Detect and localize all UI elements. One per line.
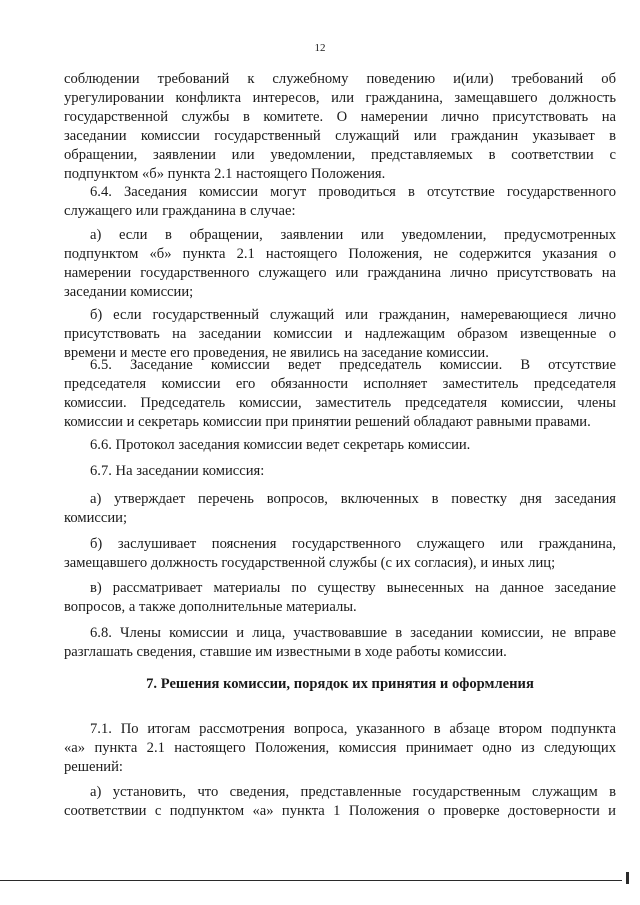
paragraph-6-7-v xyxy=(64,579,616,617)
text-line: разглашать сведения, ставшие им известными в ходе работы комиссии. xyxy=(64,644,507,660)
paragraph-continuation xyxy=(64,70,616,184)
section-heading: 7. Решения комиссии, порядок их принятия и оформления xyxy=(146,676,534,692)
text-line: б) если государственный служащий или гражданин, намеревающиеся лично xyxy=(90,307,616,323)
text-line: комиссии и секретарь комиссии при принятии решений обладают равными правами. xyxy=(64,414,591,430)
paragraph-6-8 xyxy=(64,624,616,662)
text-line: комиссии; xyxy=(64,510,128,526)
scan-bottom-line xyxy=(0,880,622,881)
text-line: служащего или гражданина в случае: xyxy=(64,203,296,219)
scan-edge-mark xyxy=(626,872,629,884)
paragraph-7-1 xyxy=(64,720,616,777)
text-line: 6.4. Заседания комиссии могут проводиться в отсутствие государственного xyxy=(90,184,616,200)
text-line: государственной службы в комитете. О намерении лично присутствовать на xyxy=(64,109,616,125)
paragraph-6-4 xyxy=(64,183,616,221)
paragraph-6-5 xyxy=(64,356,616,432)
text-line: комиссии. Председатель комиссии, заместитель председателя комиссии, члены xyxy=(64,395,616,411)
text-line: б) заслушивает пояснения государственного служащего или гражданина, xyxy=(90,536,616,552)
page-number: 12 xyxy=(314,42,326,54)
text-line: председателя комиссии его обязанности исполняет заместитель председателя xyxy=(64,376,616,392)
text-line: а) установить, что сведения, представленные государственным служащим в xyxy=(90,784,616,800)
text-line: подпунктом «б» пункта 2.1 настоящего Положения, не содержится указания о xyxy=(64,246,616,262)
text-line: урегулировании конфликта интересов, или гражданина, замещавшего должность xyxy=(64,90,616,106)
text-line: решений: xyxy=(64,759,123,775)
text-line: соблюдении требований к служебному поведению и(или) требований об xyxy=(64,71,616,87)
text-line: в) рассматривает материалы по существу вынесенных на данное заседание xyxy=(90,580,616,596)
text-line: 6.6. Протокол заседания комиссии ведет секретарь комиссии. xyxy=(90,437,471,453)
text-line: подпунктом «б» пункта 2.1 настоящего Положения. xyxy=(64,166,386,182)
text-line: заседании комиссии; xyxy=(64,284,194,300)
paragraph-6-4-a xyxy=(64,226,616,302)
text-line: вопросов, а также дополнительные материалы. xyxy=(64,599,357,615)
text-line: заседании комиссии государственный служащий или гражданин указывает в xyxy=(64,128,616,144)
paragraph-6-6 xyxy=(64,436,616,455)
paragraph-6-7 xyxy=(64,462,616,481)
paragraph-7-1-a xyxy=(64,783,616,821)
text-line: намерении государственного служащего или гражданина лично присутствовать на xyxy=(64,265,616,281)
text-line: замещавшего должность государственной службы (с их согласия), и иных лиц; xyxy=(64,555,556,571)
text-line: обращении, заявлении или уведомлении, представляемых в соответствии с xyxy=(64,147,616,163)
paragraph-6-4-b xyxy=(64,306,616,363)
text-line: присутствовать на заседании комиссии и надлежащим образом извещенные о xyxy=(64,326,616,342)
text-line: а) утверждает перечень вопросов, включенных в повестку дня заседания xyxy=(90,491,616,507)
paragraph-6-7-b xyxy=(64,535,616,573)
paragraph-6-7-a xyxy=(64,490,616,528)
text-line: времени и месте его проведения, не явились на заседание комиссии. xyxy=(64,345,489,361)
text-line: 6.5. Заседание комиссии ведет председатель комиссии. В отсутствие xyxy=(90,357,616,373)
text-line: 7.1. По итогам рассмотрения вопроса, указанного в абзаце втором подпункта xyxy=(90,721,616,737)
text-line: «а» пункта 2.1 настоящего Положения, комиссия принимает одно из следующих xyxy=(64,740,616,756)
text-line: соответствии с подпунктом «а» пункта 1 Положения о проверке достоверности и xyxy=(64,803,616,819)
text-line: 6.7. На заседании комиссия: xyxy=(90,463,265,479)
text-line: а) если в обращении, заявлении или уведомлении, предусмотренных xyxy=(90,227,616,243)
text-line: 6.8. Члены комиссии и лица, участвовавшие в заседании комиссии, не вправе xyxy=(90,625,616,641)
